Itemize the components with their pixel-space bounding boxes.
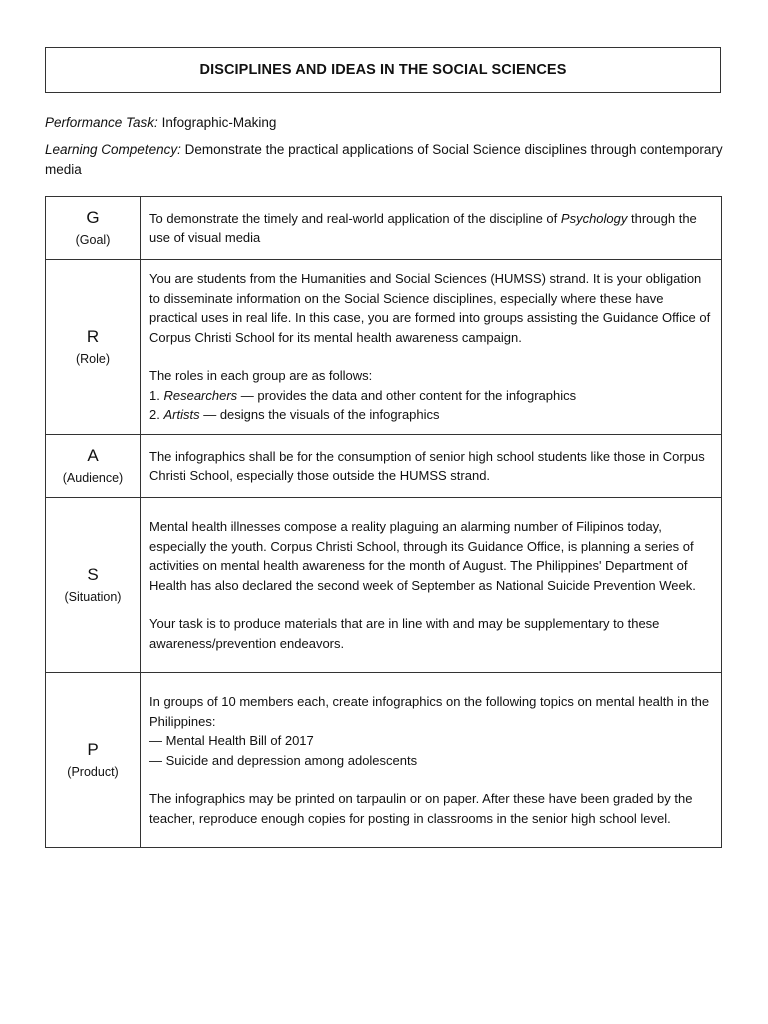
learning-competency: [45, 140, 725, 180]
situation-letter-cell: [46, 498, 141, 673]
performance-task-label: Performance Task:: [45, 115, 158, 130]
role-item-name: Artists: [163, 407, 200, 423]
product-word: (Product): [67, 765, 119, 779]
product-topic: — Mental Health Bill of 2017: [149, 733, 314, 748]
goal-word: (Goal): [75, 233, 111, 247]
role-item-name: Researchers: [163, 387, 238, 403]
situation-paragraph-1: Mental health illnesses compose a reality plaguing an alarming number of Filipinos today, especially the youth. Corpus Christi School, through its Guidance Office, is planning a series of activities on mental health awareness for the month of August. The Philippines' Department of Health has also declared the second week of September as National Suicide Prevention Week.: [149, 519, 696, 593]
role-letter-cell: [46, 260, 141, 435]
product-content: [141, 673, 722, 848]
table-row-audience: [46, 435, 722, 498]
role-item-number: 1.: [149, 387, 160, 403]
product-letter-cell: [46, 673, 141, 848]
role-paragraph: You are students from the Humanities and Social Sciences (HUMSS) strand. It is your obligation to disseminate information on the Social Science disciplines, especially where these have practical uses in real life. In this case, you are formed into groups assisting the Guidance Office of Corpus Christi School for its mental health awareness campaign.: [149, 271, 711, 345]
role-item-artists: [149, 405, 713, 425]
role-item-researchers: [149, 386, 713, 406]
situation-paragraph-2: Your task is to produce materials that are in line with and may be supplementary to these awareness/prevention endeavors.: [149, 616, 660, 651]
audience-letter-cell: [46, 435, 141, 498]
product-intro: In groups of 10 members each, create infographics on the following topics on mental health in the Philippines:: [149, 694, 710, 729]
goal-letter: G: [86, 208, 100, 227]
product-paragraph-2: The infographics may be printed on tarpaulin or on paper. After these have been graded by the teacher, reproduce enough copies for posting in classrooms in the senior high school level.: [149, 791, 693, 826]
goal-content: [141, 197, 722, 260]
goal-letter-cell: [46, 197, 141, 260]
roles-intro: The roles in each group are as follows:: [149, 368, 373, 384]
situation-letter: S: [87, 565, 99, 584]
audience-content: [141, 435, 722, 498]
document-title: DISCIPLINES AND IDEAS IN THE SOCIAL SCIENCES: [199, 62, 567, 78]
audience-letter: A: [87, 446, 99, 465]
audience-paragraph: The infographics shall be for the consumption of senior high school students like those in Corpus Christi School, especially those outside the HUMSS strand.: [149, 448, 705, 483]
situation-word: (Situation): [64, 590, 122, 604]
role-word: (Role): [75, 352, 111, 366]
product-topic: — Suicide and depression among adolescents: [149, 752, 418, 768]
audience-word: (Audience): [62, 471, 124, 485]
goal-text-after: through the use of visual media: [149, 210, 697, 245]
grasps-table: [45, 196, 722, 848]
role-item-desc: — designs the visuals of the infographics: [203, 407, 440, 423]
role-item-number: 2.: [149, 407, 160, 423]
performance-task-value: Infographic-Making: [161, 115, 277, 130]
table-row-goal: [46, 197, 722, 260]
learning-competency-value: Demonstrate the practical applications of Social Science disciplines through contemporary media: [45, 142, 723, 177]
table-row-situation: [46, 498, 722, 673]
learning-competency-label: Learning Competency:: [45, 142, 181, 157]
title-box: [45, 47, 721, 93]
situation-content: [141, 498, 722, 673]
role-content: [141, 260, 722, 435]
product-letter: P: [87, 740, 99, 759]
role-item-desc: — provides the data and other content for the infographics: [240, 387, 577, 403]
performance-task: [45, 113, 725, 133]
table-row-product: [46, 673, 722, 848]
table-row-role: [46, 260, 722, 435]
role-letter: R: [86, 327, 100, 346]
goal-text-before: To demonstrate the timely and real-world application of the discipline of: [149, 210, 558, 226]
goal-italic: Psychology: [560, 210, 628, 226]
